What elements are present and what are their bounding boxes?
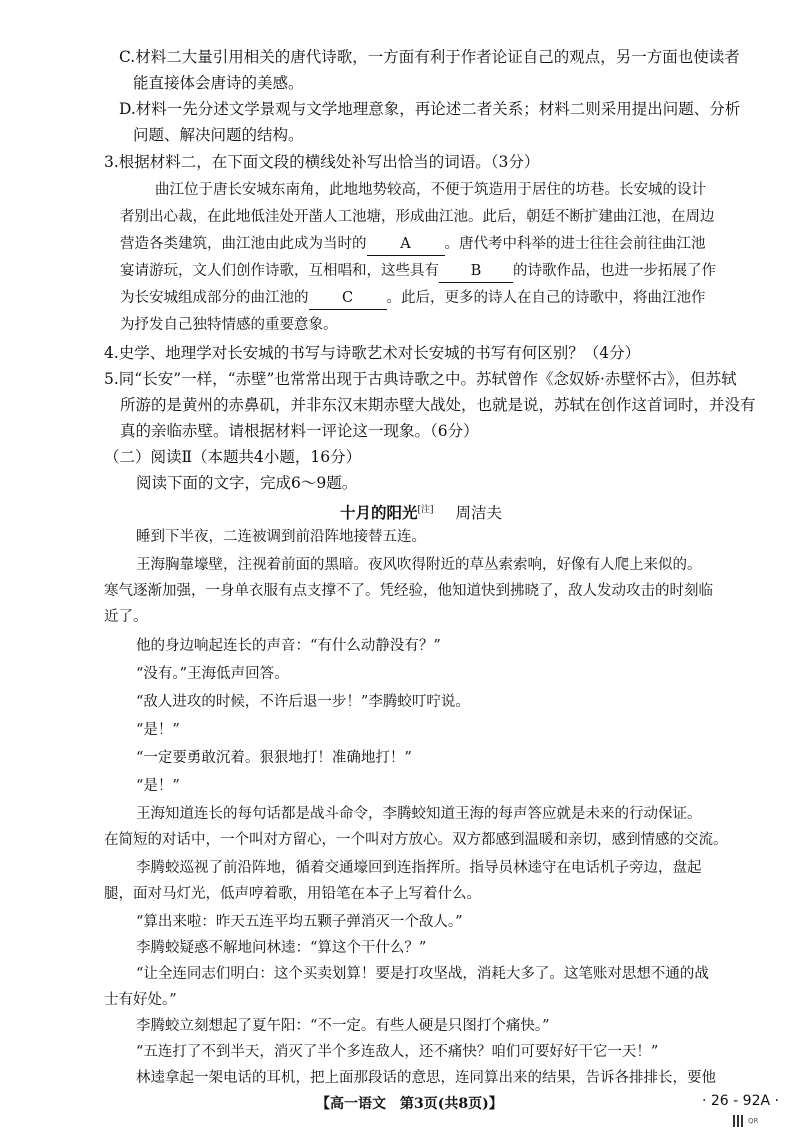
story-p7: “一定要勇敢沉着。狠狠地打！准确地打！” bbox=[136, 750, 412, 766]
story-p9-line2: 在简短的对话中，一个叫对方留心，一个叫对方放心。双方都感到温暖和亲切，感到情感的交流。 bbox=[104, 832, 728, 848]
question-3: 3.根据材料二，在下面文段的横线处补写出恰当的词语。（3分） bbox=[104, 153, 540, 171]
qr-icon bbox=[733, 1115, 745, 1127]
question-5-line1: 5.同“长安”一样，“赤壁”也常常出现于古典诗歌之中。苏轼曾作《念奴娇·赤壁怀古》，但苏轼 bbox=[104, 370, 737, 388]
passage-line-1: 曲江位于唐长安城东南角，此地地势较高，不便于筑造用于居住的坊巷。长安城的设计 bbox=[155, 182, 706, 198]
story-p3: 他的身边响起连长的声音：“有什么动静没有？” bbox=[136, 638, 441, 654]
story-p16: 林逵拿起一架电话的耳机，把上面那段话的意思，连同算出来的结果，告诉各排排长，要他 bbox=[136, 1070, 716, 1086]
passage-line-3: 营造各类建筑，曲江池由此成为当时的 A 。唐代考中科举的进士往往会前往曲江池 bbox=[120, 231, 800, 257]
watermark-logo bbox=[733, 1114, 793, 1128]
passage-line-4: 宴请游玩，文人们创作诗歌，互相唱和，这些具有 B 的诗歌作品，也进一步拓展了作 bbox=[120, 258, 800, 284]
option-c-line1: C.材料二大量引用相关的唐代诗歌，一方面有利于作者论证自己的观点，另一方面也使读者 bbox=[119, 48, 740, 66]
blank-c[interactable]: C bbox=[309, 287, 387, 310]
passage-line-2: 者别出心裁，在此地低洼处开凿人工池塘，形成曲江池。此后，朝廷不断扩建曲江池，在周边 bbox=[120, 209, 715, 225]
page-footer-center: 【高一语文 第3页(共8页)】 bbox=[316, 1096, 503, 1112]
story-p13-line1: “让全连同志们明白：这个买卖划算！要是打攻坚战，消耗大多了。这笔账对思想不通的战 bbox=[136, 966, 709, 982]
watermark-text: QR bbox=[748, 1117, 759, 1125]
story-p6: “是！” bbox=[136, 722, 180, 738]
story-title-line bbox=[340, 497, 800, 526]
story-p2-line2: 寒气逐渐加强，一身单衣服有点支撑不了。凭经验，他知道快到拂晓了，敌人发动攻击的时刻临 bbox=[104, 583, 713, 599]
question-5-line2: 所游的是黄州的赤鼻矶，并非东汉末期赤壁大战处，也就是说，苏轼在创作这首词时，并没有 bbox=[120, 396, 756, 414]
question-4: 4.史学、地理学对长安城的书写与诗歌艺术对长安城的书写有何区别？（4分） bbox=[104, 344, 641, 362]
story-p2-line1: 王海胸靠壕壁，注视着前面的黑暗。夜风吹得附近的草丛索索响，好像有人爬上来似的。 bbox=[136, 557, 702, 573]
story-p1: 睡到下半夜，二连被调到前沿阵地接替五连。 bbox=[136, 529, 426, 545]
option-d-line1: D.材料一先分述文学景观与文学地理意象，再论述二者关系；材料二则采用提出问题、分析 bbox=[119, 100, 741, 118]
story-p12: 李腾蛟疑惑不解地问林逵：“算这个干什么？” bbox=[136, 940, 427, 956]
page-footer-code: · 26 - 92A · bbox=[702, 1093, 779, 1109]
blank-a[interactable]: A bbox=[367, 233, 445, 256]
story-p2-line3: 近了。 bbox=[104, 609, 148, 625]
option-d-line2: 问题、解决问题的结构。 bbox=[133, 126, 304, 144]
story-p8: “是！” bbox=[136, 778, 180, 794]
story-p10-line1: 李腾蛟巡视了前沿阵地，循着交通壕回到连指挥所。指导员林逵守在电话机子旁边，盘起 bbox=[136, 860, 702, 876]
question-5-line3: 真的亲临赤壁。请根据材料一评论这一现象。（6分） bbox=[120, 422, 479, 440]
option-c-line2: 能直接体会唐诗的美感。 bbox=[133, 74, 304, 92]
section-heading: （二）阅读Ⅱ（本题共4小题，16分） bbox=[104, 448, 362, 466]
story-p13-line2: 士有好处。” bbox=[104, 992, 177, 1008]
passage-line-5: 为长安城组成部分的曲江池的 C 。此后，更多的诗人在自己的诗歌中，将曲江池作 bbox=[120, 285, 800, 311]
story-p15: “五连打了不到半天，消灭了半个多连敌人，还不痛快？咱们可要好好干它一天！” bbox=[136, 1044, 659, 1060]
story-note-marker: [注] bbox=[417, 505, 434, 515]
reading-instruction: 阅读下面的文字，完成6～9题。 bbox=[136, 474, 358, 492]
story-title: 十月的阳光 bbox=[340, 503, 418, 523]
story-p4: “没有。”王海低声回答。 bbox=[136, 666, 289, 682]
passage-line-6: 为抒发自己独特情感的重要意象。 bbox=[120, 317, 338, 333]
story-p11: “算出来啦：昨天五连平均五颗子弹消灭一个敌人。” bbox=[136, 914, 463, 930]
story-p9-line1: 王海知道连长的每句话都是战斗命令，李腾蛟知道王海的每声答应就是未来的行动保证。 bbox=[136, 806, 702, 822]
story-p10-line2: 腿，面对马灯光，低声哼着歌，用铅笔在本子上写着什么。 bbox=[104, 886, 481, 902]
blank-b[interactable]: B bbox=[439, 260, 513, 283]
story-p5: “敌人进攻的时候，不许后退一步！”李腾蛟叮咛说。 bbox=[136, 694, 470, 710]
story-author: 周洁夫 bbox=[455, 504, 503, 523]
story-p14: 李腾蛟立刻想起了夏午阳：“不一定。有些人硬是只图打个痛快。” bbox=[136, 1018, 550, 1034]
